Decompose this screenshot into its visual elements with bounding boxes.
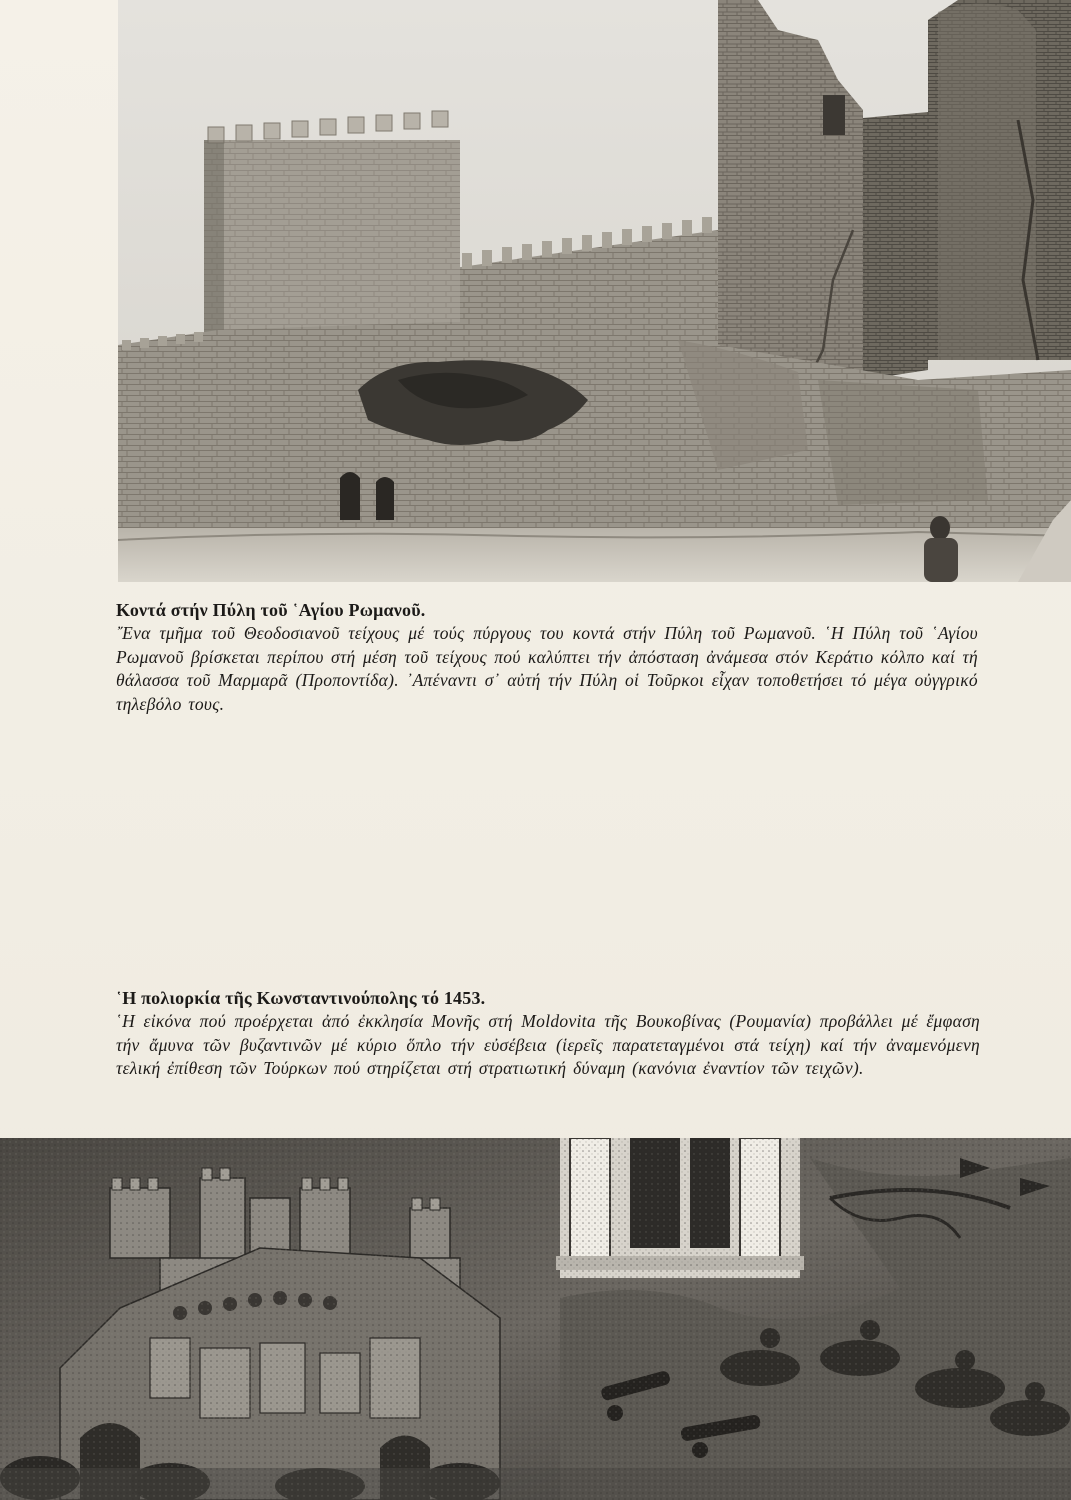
caption-siege [116,986,980,1081]
photo-theodosian-walls [118,0,1071,582]
caption-siege-title: ῾Η πολιορκία τῆς Κωνσταντινούπολης τό 1453. [116,988,486,1008]
caption-siege-body: ῾Η εἰκόνα πού προέρχεται ἀπό ἐκκλησία Μονῆς στή Moldovita τῆς Βουκοβίνας (Ρουμανία) προβάλλει μέ ἔμφαση τήν ἄμυνα τῶν βυζαντινῶν μέ κύριο ὅπλο τήν εὐσέβεια (ἱερεῖς παρατεταγμένοι στά τείχη) καί τήν ἀναμενόμενη τελική ἐπίθεση τῶν Τούρκων πού στηρίζεται στή στρατιωτική δύναμη (κανόνια ἐναντίον τῶν τειχῶν). [116,1011,980,1078]
caption-walls-title: Κοντά στήν Πύλη τοῦ ῾Αγίου Ρωμανοῦ. [116,600,426,620]
caption-walls [116,598,978,716]
caption-walls-body: ῎Ενα τμῆμα τοῦ Θεοδοσιανοῦ τείχους μέ τούς πύργους του κοντά στήν Πύλη τοῦ Ρωμανοῦ. ῾Η Πύλη τοῦ ῾Αγίου Ρωμανοῦ βρίσκεται περίπου στή μέση τοῦ τείχους πού καλύπτει τήν ἀπόσταση ἀνάμεσα στόν Κεράτιο κόλπο καί τή θάλασσα τοῦ Μαρμαρᾶ (Προποντίδα). ᾿Απέναντι σ᾿ αὐτή τήν Πύλη οἱ Τοῦρκοι εἶχαν τοποθετήσει τό μέγα οὐγγρικό τηλεβόλο τους. [116,623,978,714]
photo-siege-fresco [0,1138,1071,1500]
